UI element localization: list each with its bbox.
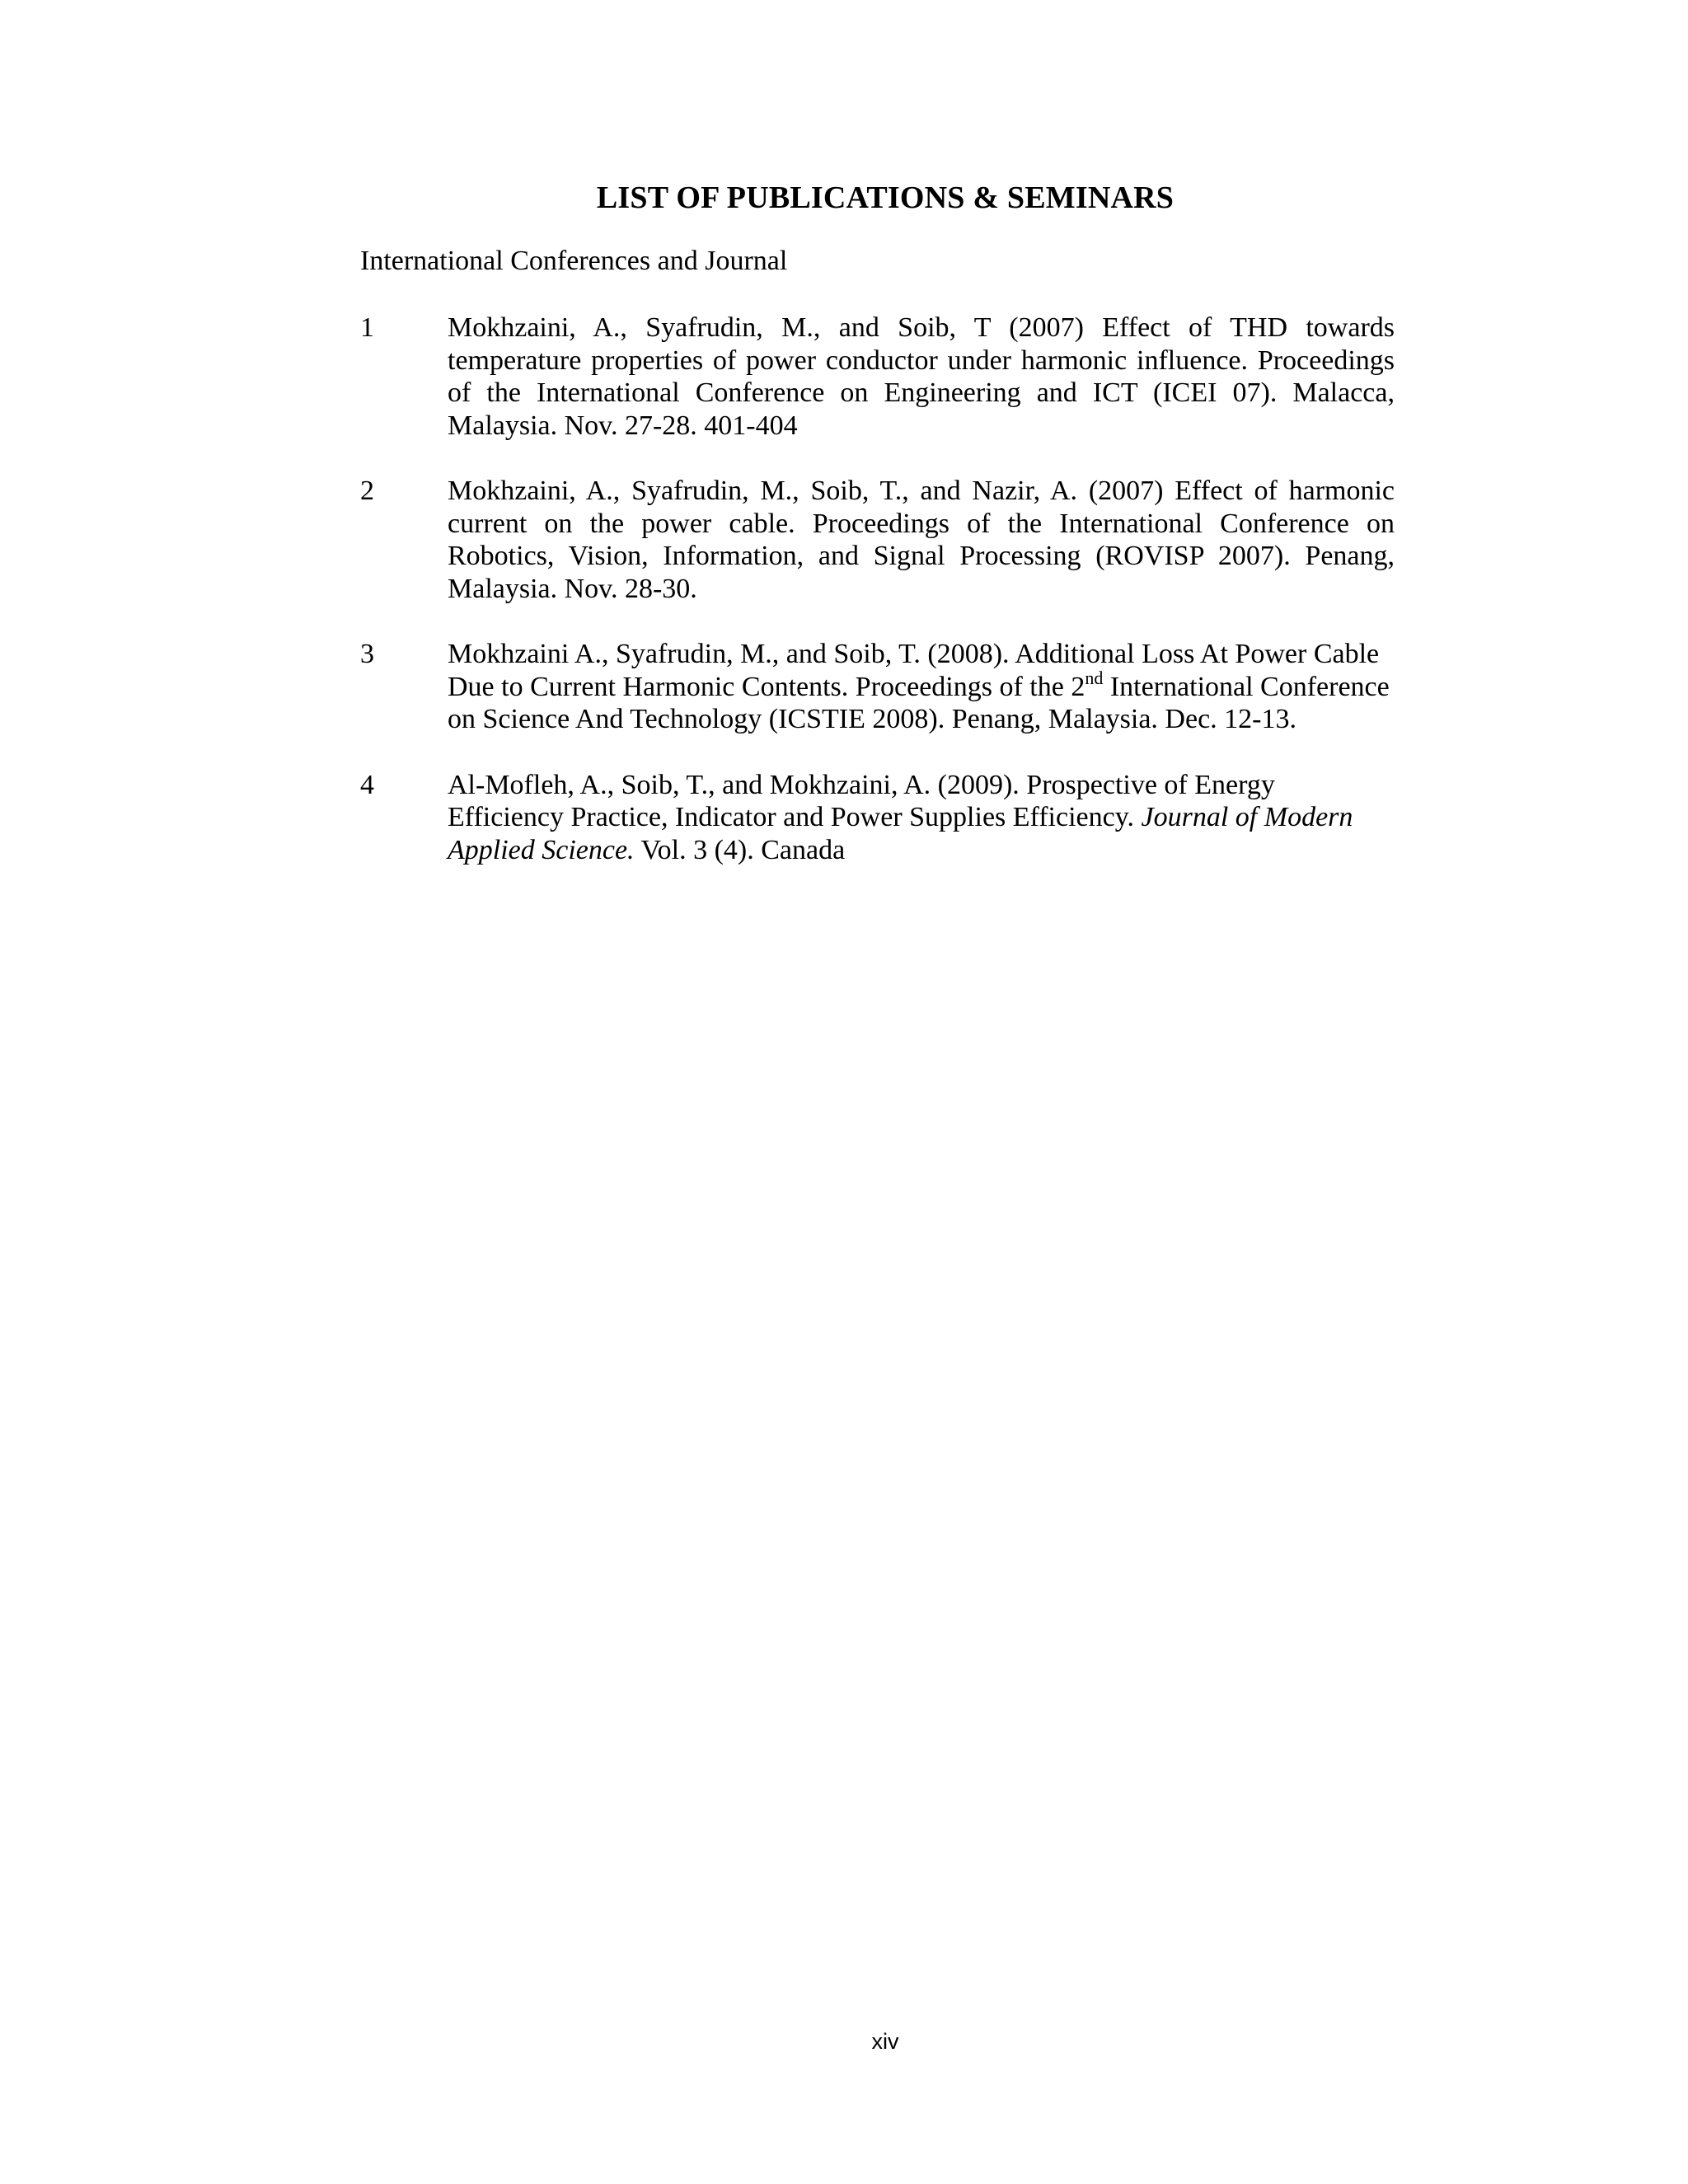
publication-citation: Mokhzaini, A., Syafrudin, M., and Soib, T (2007) Effect of THD towards temperature properties of power conductor under harmonic influence. Proceedings of the International Conference on Engineering and ICT (ICEI 07). Malacca, Malaysia. Nov. 27-28. 401-404 (448, 312, 1395, 441)
publication-number: 3 (360, 639, 374, 669)
publication-list (360, 312, 1395, 899)
publication-citation (448, 638, 1395, 736)
section-heading: International Conferences and Journal (360, 246, 788, 276)
publication-number: 4 (360, 769, 374, 800)
publication-item-2 (360, 475, 1395, 605)
publication-item-4 (360, 769, 1395, 867)
publication-citation (448, 769, 1395, 867)
citation-text-after: International Conference on Science And Technology (ICSTIE 2008). Penang, Malaysia. Dec. 12-13. (448, 671, 1390, 734)
publication-item-3 (360, 638, 1395, 736)
citation-text-after: Vol. 3 (4). Canada (634, 834, 846, 865)
publication-number: 2 (360, 476, 374, 506)
page-number: xiv (871, 2029, 899, 2054)
ordinal-superscript: nd (1085, 667, 1104, 688)
page-title: LIST OF PUBLICATIONS & SEMINARS (596, 180, 1175, 215)
publication-item-1 (360, 312, 1395, 442)
publication-number: 1 (360, 312, 374, 343)
citation-text-before: Al-Mofleh, A., Soib, T., and Mokhzaini, A. (2009). Prospective of Energy Efficiency Practice, Indicator and Power Supplies Efficiency. (448, 769, 1275, 832)
publication-citation: Mokhzaini, A., Syafrudin, M., Soib, T., and Nazir, A. (2007) Effect of harmonic current on the power cable. Proceedings of the International Conference on Robotics, Vision, Information, and Signal Processing (ROVISP 2007). Penang, Malaysia. Nov. 28-30. (448, 476, 1395, 604)
citation-text-before: Mokhzaini A., Syafrudin, M., and Soib, T. (2008). Additional Loss At Power Cable Due to Current Harmonic Contents. Proceedings of the 2 (448, 639, 1380, 702)
journal-name: Journal of Modern Applied Science. (448, 802, 1353, 865)
